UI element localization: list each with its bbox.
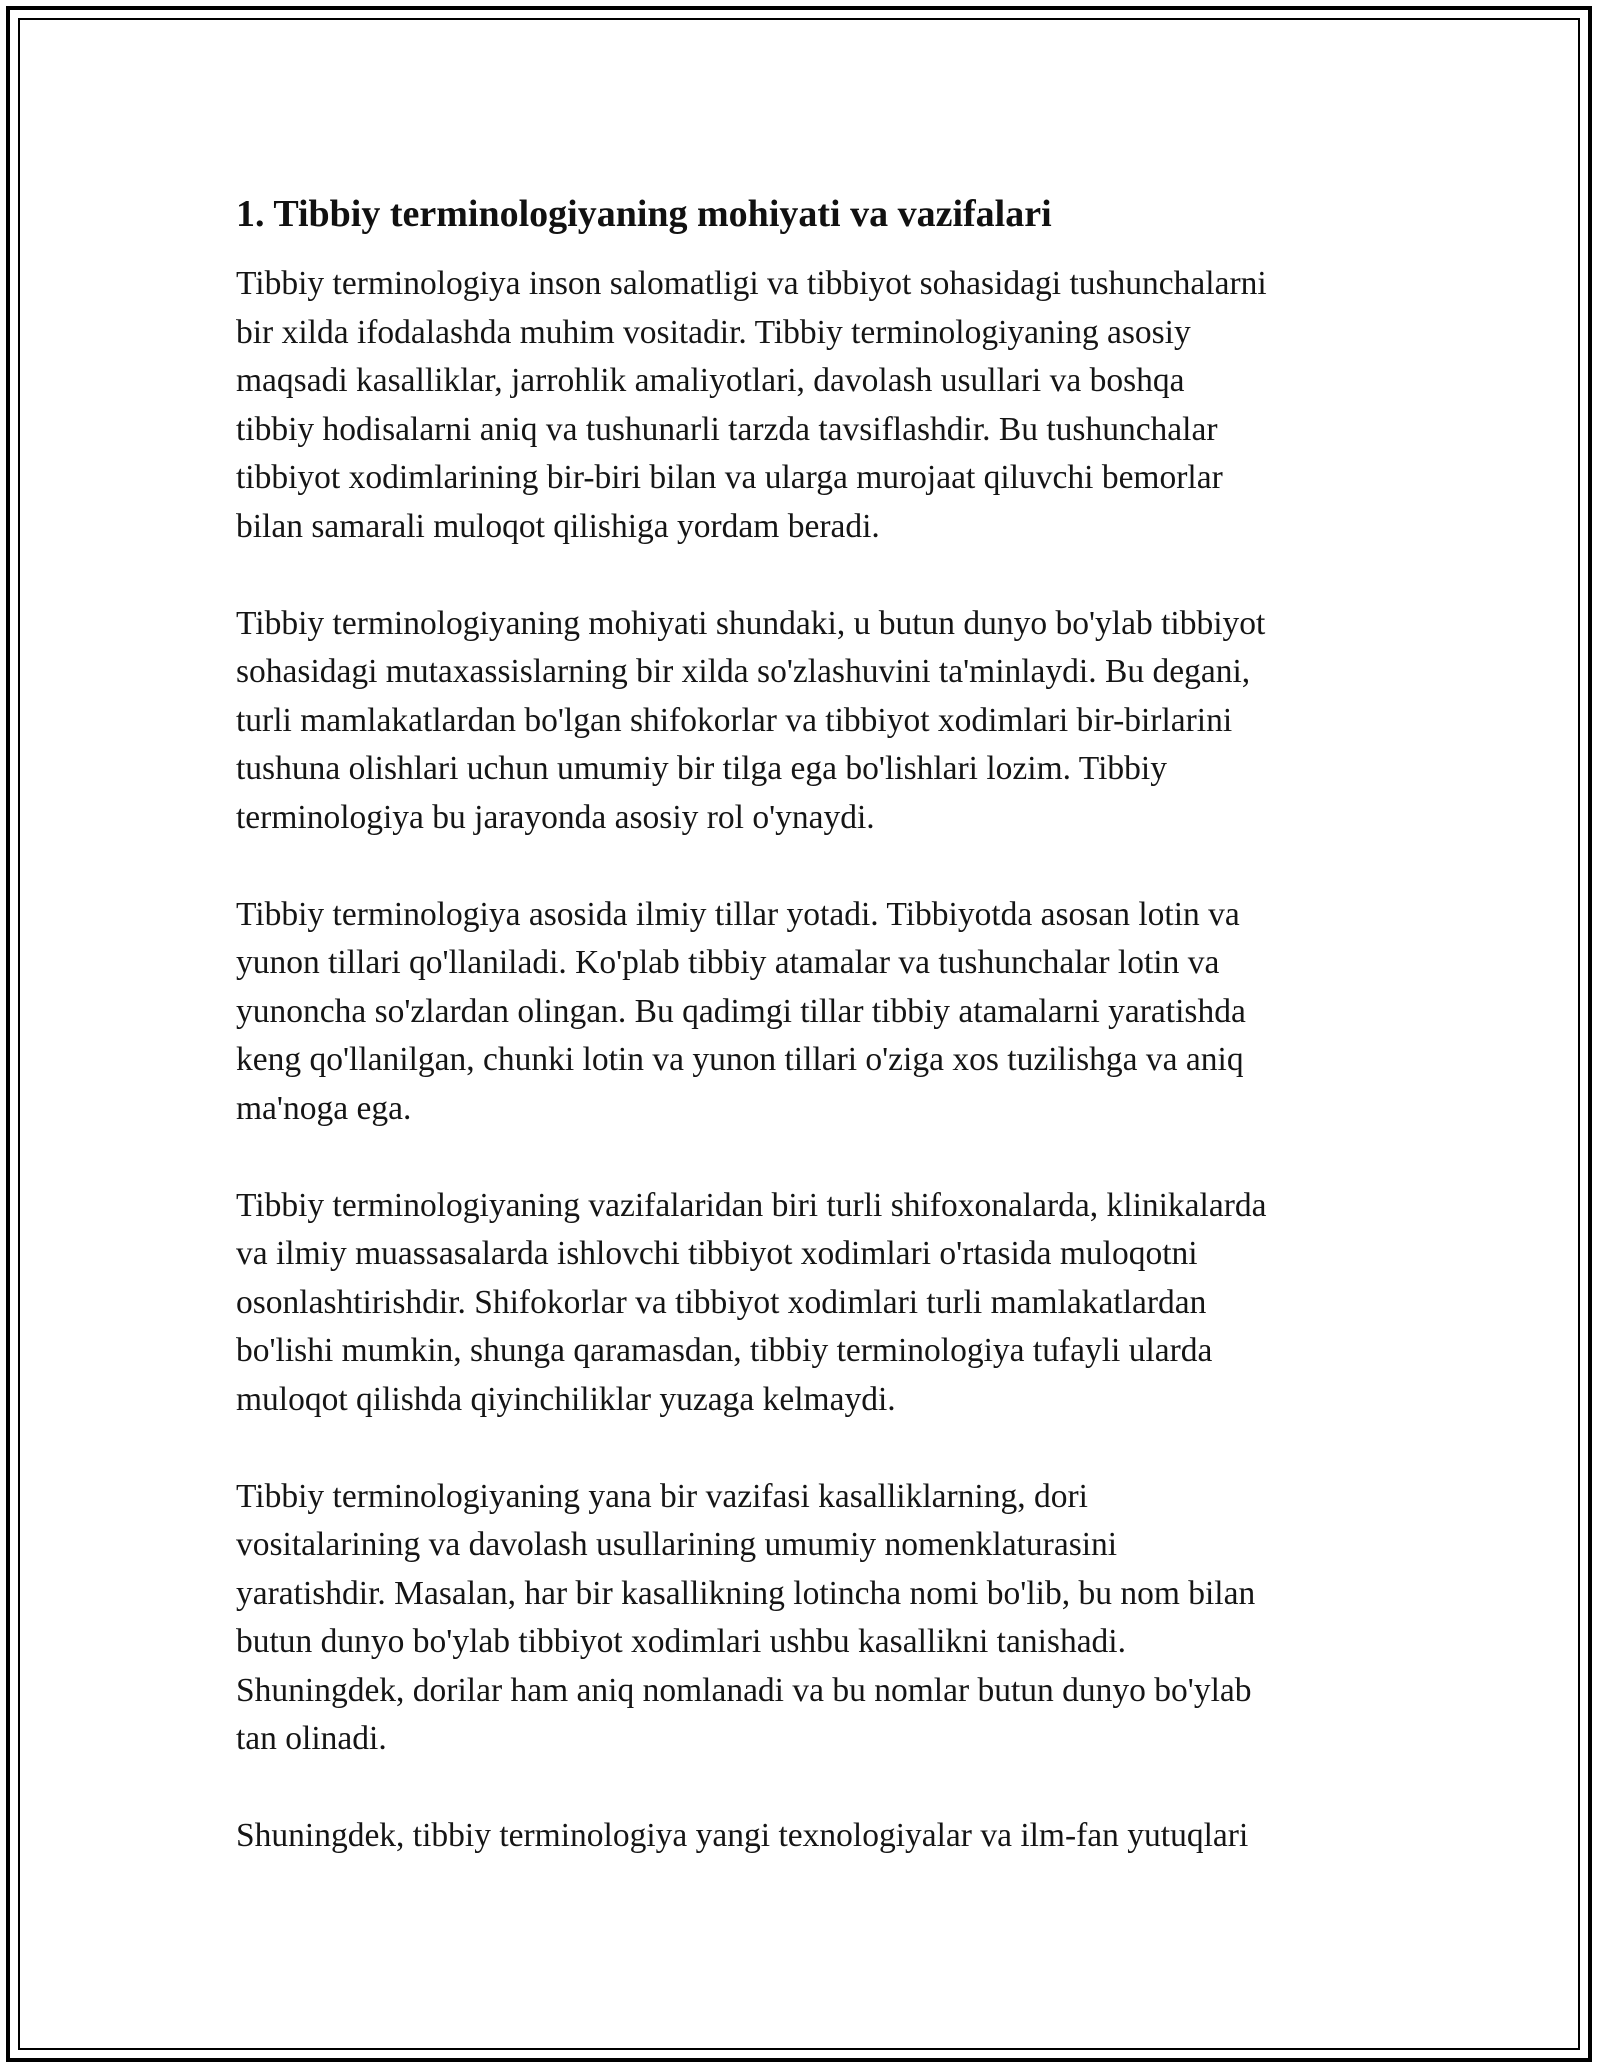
text-line: ma'noga ega.	[236, 1089, 412, 1127]
text-line: yunoncha so'zlardan olingan. Bu qadimgi tillar tibbiy atamalarni yaratishda	[236, 992, 1246, 1030]
paragraph-6	[236, 1812, 1386, 1861]
paragraph-2	[236, 600, 1386, 843]
text-line: Tibbiy terminologiya inson salomatligi va tibbiyot sohasidagi tushunchalarni	[236, 265, 1267, 302]
text-line: bo'lishi mumkin, shunga qaramasdan, tibbiy terminologiya tufayli ularda	[236, 1332, 1213, 1369]
text-line: Shuningdek, dorilar ham aniq nomlanadi va bu nomlar butun dunyo bo'ylab	[236, 1671, 1252, 1709]
text-line: bilan samarali muloqot qilishiga yordam beradi.	[236, 507, 880, 545]
text-line: tibbiyot xodimlarining bir-biri bilan va ularga murojaat qiluvchi bemorlar	[236, 459, 1223, 496]
text-line: tushuna olishlari uchun umumiy bir tilga ega bo'lishlari lozim. Tibbiy	[236, 750, 1167, 787]
text-line: butun dunyo bo'ylab tibbiyot xodimlari ushbu kasallikni tanishadi.	[236, 1623, 1126, 1660]
text-line: vositalarining va davolash usullarining umumiy nomenklaturasini	[236, 1526, 1118, 1563]
paragraph-5	[236, 1473, 1386, 1764]
section-heading: 1. Tibbiy terminologiyaning mohiyati va vazifalari	[236, 193, 1052, 235]
text-line: yunon tillari qo'llaniladi. Ko'plab tibbiy atamalar va tushunchalar lotin va	[236, 944, 1220, 981]
text-line: Tibbiy terminologiyaning vazifalaridan biri turli shifoxonalarda, klinikalarda	[236, 1186, 1267, 1224]
text-line: osonlashtirishdir. Shifokorlar va tibbiyot xodimlari turli mamlakatlardan	[236, 1283, 1207, 1321]
text-line: tan olinadi.	[236, 1720, 387, 1757]
text-line: keng qo'llanilgan, chunki lotin va yunon tillari o'ziga xos tuzilishga va aniq	[236, 1041, 1244, 1078]
text-line: va ilmiy muassasalarda ishlovchi tibbiyot xodimlari o'rtasida muloqotni	[236, 1235, 1198, 1272]
paragraph-3	[236, 891, 1386, 1134]
text-line: Tibbiy terminologiya asosida ilmiy tillar yotadi. Tibbiyotda asosan lotin va	[236, 895, 1240, 933]
text-line: muloqot qilishda qiyinchiliklar yuzaga kelmaydi.	[236, 1380, 896, 1418]
paragraph-1	[236, 260, 1386, 551]
text-line: Shuningdek, tibbiy terminologiya yangi texnologiyalar va ilm-fan yutuqlari	[236, 1817, 1249, 1854]
text-line: sohasidagi mutaxassislarning bir xilda so'zlashuvini ta'minlaydi. Bu degani,	[236, 653, 1251, 690]
text-line: maqsadi kasalliklar, jarrohlik amaliyotlari, davolash usullari va boshqa	[236, 362, 1185, 399]
text-line: Tibbiy terminologiyaning mohiyati shundaki, u butun dunyo bo'ylab tibbiyot	[236, 604, 1266, 642]
text-line: turli mamlakatlardan bo'lgan shifokorlar va tibbiyot xodimlari bir-birlarini	[236, 701, 1233, 739]
text-line: Tibbiy terminologiyaning yana bir vazifasi kasalliklarning, dori	[236, 1477, 1088, 1515]
text-line: bir xilda ifodalashda muhim vositadir. Tibbiy terminologiyaning asosiy	[236, 313, 1191, 351]
text-line: tibbiy hodisalarni aniq va tushunarli tarzda tavsiflashdir. Bu tushunchalar	[236, 410, 1218, 448]
paragraph-4	[236, 1182, 1386, 1425]
text-line: yaratishdir. Masalan, har bir kasallikning lotincha nomi bo'lib, bu nom bilan	[236, 1574, 1256, 1612]
document-body	[236, 186, 1386, 1909]
text-line: terminologiya bu jarayonda asosiy rol o'ynaydi.	[236, 798, 875, 836]
